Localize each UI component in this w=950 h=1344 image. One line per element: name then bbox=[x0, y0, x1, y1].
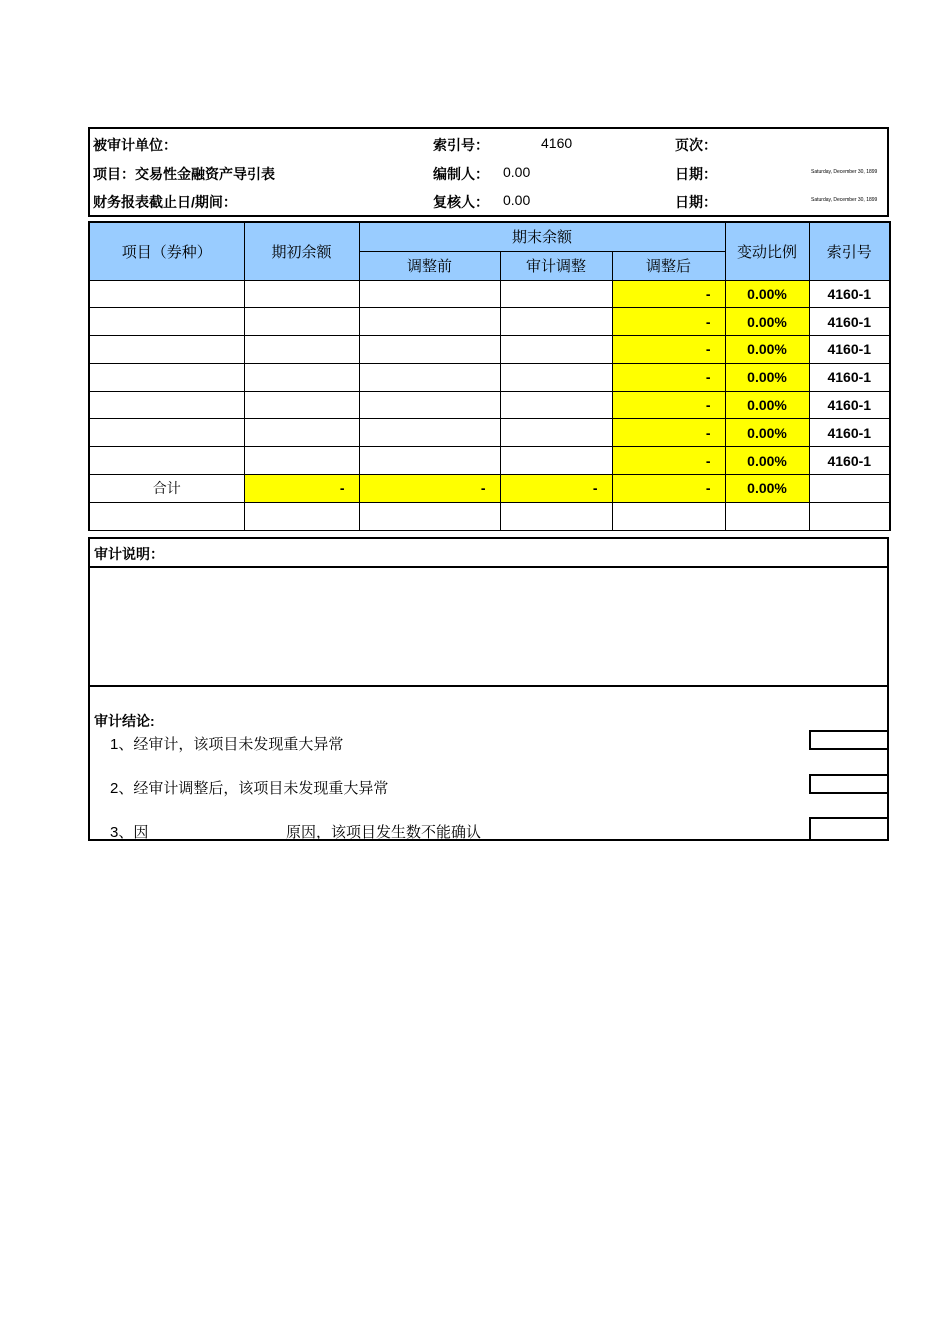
item-cell[interactable] bbox=[89, 280, 244, 308]
conclusion-3-checkbox[interactable] bbox=[809, 817, 889, 839]
change-cell: 0.00% bbox=[725, 419, 809, 447]
table-row bbox=[89, 363, 890, 391]
col-change-header: 变动比例 bbox=[725, 222, 809, 280]
conclusion-2-checkbox[interactable] bbox=[809, 774, 889, 794]
opening-cell[interactable] bbox=[244, 308, 359, 336]
index-cell[interactable]: 4160-1 bbox=[809, 336, 890, 364]
total-row bbox=[89, 475, 890, 503]
col-after-header: 调整后 bbox=[612, 251, 725, 280]
before-cell[interactable] bbox=[359, 280, 500, 308]
opening-cell[interactable] bbox=[244, 336, 359, 364]
explanation-area[interactable] bbox=[88, 566, 889, 687]
total-after: - bbox=[612, 475, 725, 503]
reviewer-label: 复核人： bbox=[433, 194, 489, 210]
before-cell[interactable] bbox=[359, 391, 500, 419]
item-cell[interactable] bbox=[89, 336, 244, 364]
adjust-cell[interactable] bbox=[500, 336, 612, 364]
conclusion-1-checkbox[interactable] bbox=[809, 730, 889, 750]
change-cell: 0.00% bbox=[725, 280, 809, 308]
index-cell[interactable]: 4160-1 bbox=[809, 363, 890, 391]
total-before: - bbox=[359, 475, 500, 503]
conclusion-option-3-prefix: 3、因 bbox=[110, 824, 149, 841]
adjust-cell[interactable] bbox=[500, 419, 612, 447]
blank-cell[interactable] bbox=[725, 502, 809, 530]
blank-cell[interactable] bbox=[359, 502, 500, 530]
conclusion-area bbox=[88, 685, 889, 841]
before-cell[interactable] bbox=[359, 336, 500, 364]
total-adjust: - bbox=[500, 475, 612, 503]
explanation-title-box bbox=[88, 537, 889, 568]
opening-cell[interactable] bbox=[244, 363, 359, 391]
preparer-value: 0.00 bbox=[503, 164, 531, 180]
item-cell[interactable] bbox=[89, 308, 244, 336]
period-label: 财务报表截止日/期间： bbox=[93, 194, 237, 210]
explanation-title: 审计说明： bbox=[94, 546, 164, 562]
header-row-2 bbox=[90, 158, 887, 186]
blank-cell[interactable] bbox=[500, 502, 612, 530]
page-label: 页次： bbox=[675, 137, 717, 153]
adjust-cell[interactable] bbox=[500, 363, 612, 391]
index-value: 4160 bbox=[541, 135, 573, 151]
col-adjust-header: 审计调整 bbox=[500, 251, 612, 280]
date-label-1: 日期： bbox=[675, 166, 717, 182]
workpaper-header bbox=[88, 127, 889, 217]
table-row bbox=[89, 391, 890, 419]
entity-label: 被审计单位： bbox=[93, 137, 177, 153]
adjust-cell[interactable] bbox=[500, 447, 612, 475]
change-cell: 0.00% bbox=[725, 447, 809, 475]
after-cell: - bbox=[612, 391, 725, 419]
table-row bbox=[89, 308, 890, 336]
total-index[interactable] bbox=[809, 475, 890, 503]
change-cell: 0.00% bbox=[725, 363, 809, 391]
table-row bbox=[89, 447, 890, 475]
conclusion-option-3-suffix: 原因，该项目发生数不能确认 bbox=[286, 824, 482, 841]
header-row-1 bbox=[90, 129, 887, 157]
after-cell: - bbox=[612, 280, 725, 308]
blank-cell[interactable] bbox=[612, 502, 725, 530]
opening-cell[interactable] bbox=[244, 419, 359, 447]
conclusion-option-1: 1、经审计，该项目未发现重大异常 bbox=[110, 736, 344, 753]
blank-row bbox=[89, 502, 890, 530]
adjust-cell[interactable] bbox=[500, 308, 612, 336]
col-before-header: 调整前 bbox=[359, 251, 500, 280]
change-cell: 0.00% bbox=[725, 308, 809, 336]
before-cell[interactable] bbox=[359, 308, 500, 336]
change-cell: 0.00% bbox=[725, 391, 809, 419]
table-row bbox=[89, 419, 890, 447]
index-cell[interactable]: 4160-1 bbox=[809, 280, 890, 308]
header-row-3 bbox=[90, 186, 887, 214]
date-value-1: Saturday, December 30, 1899 bbox=[811, 169, 878, 175]
before-cell[interactable] bbox=[359, 363, 500, 391]
total-label: 合计 bbox=[89, 475, 244, 503]
after-cell: - bbox=[612, 419, 725, 447]
after-cell: - bbox=[612, 336, 725, 364]
change-cell: 0.00% bbox=[725, 336, 809, 364]
item-cell[interactable] bbox=[89, 447, 244, 475]
preparer-label: 编制人： bbox=[433, 166, 489, 182]
blank-cell[interactable] bbox=[89, 502, 244, 530]
after-cell: - bbox=[612, 308, 725, 336]
conclusion-option-2: 2、经审计调整后，该项目未发现重大异常 bbox=[110, 780, 389, 797]
opening-cell[interactable] bbox=[244, 280, 359, 308]
blank-cell[interactable] bbox=[244, 502, 359, 530]
lead-schedule-table bbox=[88, 221, 891, 531]
index-cell[interactable]: 4160-1 bbox=[809, 447, 890, 475]
date-label-2: 日期： bbox=[675, 194, 717, 210]
opening-cell[interactable] bbox=[244, 391, 359, 419]
before-cell[interactable] bbox=[359, 447, 500, 475]
conclusion-title: 审计结论: bbox=[94, 713, 155, 729]
item-cell[interactable] bbox=[89, 391, 244, 419]
after-cell: - bbox=[612, 447, 725, 475]
col-closing-header: 期末余额 bbox=[359, 222, 725, 251]
opening-cell[interactable] bbox=[244, 447, 359, 475]
project-label: 项目：交易性金融资产导引表 bbox=[93, 166, 275, 182]
col-opening-header: 期初余额 bbox=[244, 222, 359, 280]
table-row bbox=[89, 280, 890, 308]
date-value-2: Saturday, December 30, 1899 bbox=[811, 197, 878, 203]
table-row bbox=[89, 336, 890, 364]
adjust-cell[interactable] bbox=[500, 280, 612, 308]
col-index-header: 索引号 bbox=[809, 222, 890, 280]
adjust-cell[interactable] bbox=[500, 391, 612, 419]
index-cell[interactable]: 4160-1 bbox=[809, 391, 890, 419]
before-cell[interactable] bbox=[359, 419, 500, 447]
item-cell[interactable] bbox=[89, 419, 244, 447]
col-item-header: 项目（券种） bbox=[89, 222, 244, 280]
index-cell[interactable]: 4160-1 bbox=[809, 308, 890, 336]
reviewer-value: 0.00 bbox=[503, 192, 531, 208]
after-cell: - bbox=[612, 363, 725, 391]
index-cell[interactable]: 4160-1 bbox=[809, 419, 890, 447]
index-label: 索引号： bbox=[433, 137, 489, 153]
total-opening: - bbox=[244, 475, 359, 503]
item-cell[interactable] bbox=[89, 363, 244, 391]
total-change: 0.00% bbox=[725, 475, 809, 503]
blank-cell[interactable] bbox=[809, 502, 890, 530]
